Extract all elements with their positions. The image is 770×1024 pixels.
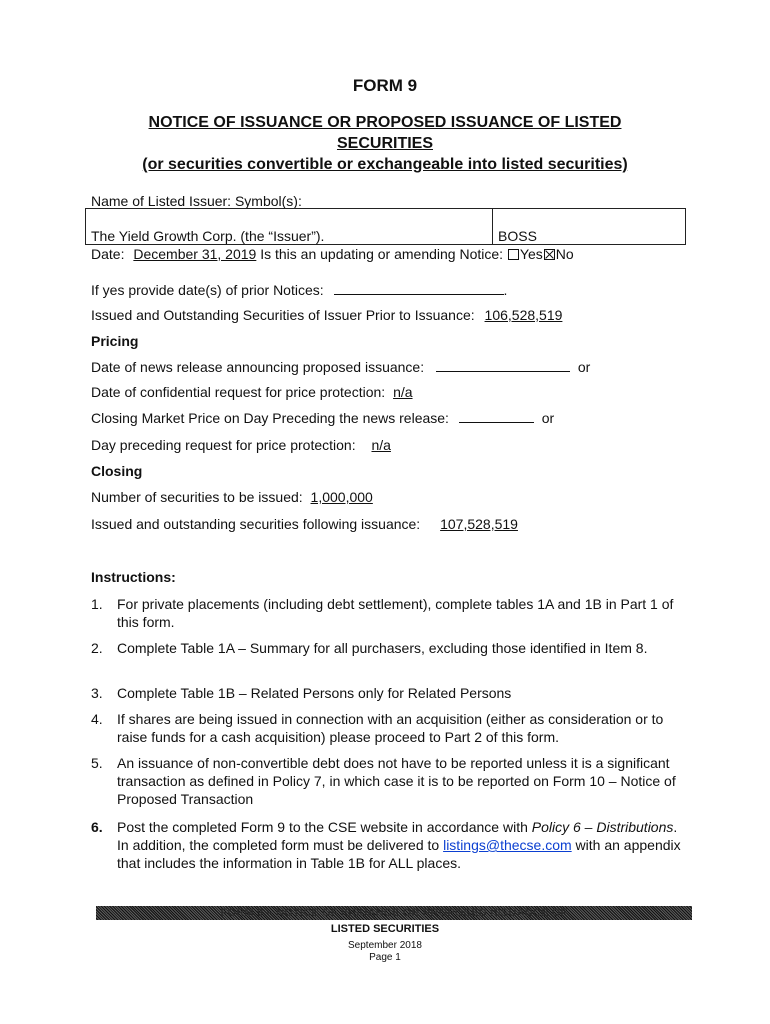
yes-checkbox[interactable] [508, 249, 519, 260]
policy-reference: Policy 6 – Distributions [531, 819, 674, 835]
date-row [91, 246, 574, 263]
prior-notices-suffix: . [503, 282, 508, 298]
outstanding-after-label: Issued and outstanding securities following issuance: [91, 516, 421, 532]
heading-line-3: (or securities convertible or exchangeable into listed securities) [142, 156, 628, 173]
instruction-item [91, 684, 691, 704]
symbol-value: BOSS [498, 228, 537, 244]
instruction-number: 2. [91, 640, 103, 656]
outstanding-prior-label: Issued and Outstanding Securities of Issuer Prior to Issuance: [91, 307, 475, 323]
num-securities-value: 1,000,000 [310, 489, 373, 505]
footer-bar [96, 906, 692, 920]
email-link[interactable]: listings@thecse.com [443, 837, 572, 853]
closing-price-field[interactable] [459, 410, 534, 423]
heading-line-1: NOTICE OF ISSUANCE OR PROPOSED ISSUANCE OF LISTED [148, 114, 622, 131]
num-securities-label: Number of securities to be issued: [91, 489, 303, 505]
news-release-row [91, 359, 590, 376]
instructions-heading: Instructions: [91, 569, 176, 585]
outstanding-after-row [91, 516, 528, 533]
no-label: No [555, 246, 574, 262]
instruction-text-part: with an appendix that includes the information in Table 1B for ALL places. [117, 837, 681, 871]
prior-notices-row [91, 282, 507, 299]
news-release-field[interactable] [436, 359, 570, 372]
prior-notices-label: If yes provide date(s) of prior Notices: [91, 282, 324, 298]
heading-line-2: SECURITIES [336, 135, 433, 152]
instruction-text-part: Post the completed Form 9 to the CSE website in accordance with [117, 819, 532, 835]
instruction-item [91, 595, 691, 635]
day-preceding-row [91, 437, 475, 454]
closing-heading: Closing [91, 463, 143, 479]
instruction-text: If shares are being issued in connection with an acquisition (either as consideration or to raise funds for a cash acquisition) please proceed to Part 2 of this form. [117, 711, 664, 745]
issuer-name: The Yield Growth Corp. (the “Issuer”). [91, 228, 325, 244]
instruction-text: Complete Table 1B – Related Persons only for Related Persons [117, 685, 512, 701]
instruction-item [91, 754, 691, 812]
day-preceding-label: Day preceding request for price protection: [91, 437, 356, 453]
outstanding-after-value: 107,528,519 [440, 516, 518, 532]
instruction-item-6 [91, 818, 691, 894]
instruction-item [91, 710, 691, 750]
instruction-number: 5. [91, 755, 103, 771]
confidential-row [91, 384, 452, 401]
issuer-label: Name of Listed Issuer: Symbol(s): [91, 193, 302, 209]
form-title: FORM 9 [352, 76, 418, 95]
day-preceding-value[interactable]: n/a [371, 437, 391, 453]
issuer-box-divider [492, 209, 493, 245]
amending-label: Is this an updating or amending Notice: [260, 246, 504, 262]
instruction-number: 4. [91, 711, 103, 727]
closing-price-row [91, 410, 554, 427]
instruction-text [117, 818, 685, 872]
footer-bar-text: FORM 9 – NOTICE OF ISSUANCE OR PROPOSED ISSUANCE OF [220, 907, 568, 919]
instruction-item [91, 639, 691, 679]
confidential-label: Date of confidential request for price protection: [91, 384, 386, 400]
date-label: Date: [91, 246, 125, 262]
confidential-value[interactable]: n/a [393, 384, 413, 400]
instruction-text-part: . In addition, the completed form must be delivered to [117, 819, 678, 853]
prior-notices-field[interactable] [334, 282, 504, 295]
news-release-suffix: or [577, 359, 591, 375]
instruction-text: An issuance of non-convertible debt does not have to be reported unless it is a significant transaction as defined in Policy 7, in which case it is to be reported on Form 10 – Notice of Proposed Transaction [117, 755, 676, 807]
closing-price-label: Closing Market Price on Day Preceding the news release: [91, 410, 449, 426]
outstanding-prior-row [91, 307, 562, 324]
instruction-number: 6. [91, 819, 103, 835]
closing-price-suffix: or [541, 410, 555, 426]
yes-label: Yes [519, 246, 543, 262]
outstanding-prior-value: 106,528,519 [484, 307, 563, 323]
no-checkbox[interactable] [544, 249, 555, 260]
date-value: December 31, 2019 [133, 246, 257, 262]
footer-date: September 2018 [348, 940, 422, 951]
instruction-number: 3. [91, 685, 103, 701]
news-release-label: Date of news release announcing proposed issuance: [91, 359, 425, 375]
footer-title: LISTED SECURITIES [330, 923, 440, 935]
instruction-text: For private placements (including debt settlement), complete tables 1A and 1B in Part 1 of this form. [117, 596, 674, 630]
pricing-heading: Pricing [91, 333, 139, 349]
instruction-text: Complete Table 1A – Summary for all purchasers, excluding those identified in Item 8. [117, 640, 648, 656]
instruction-number: 1. [91, 596, 103, 612]
num-securities-row [91, 489, 403, 506]
page-number: Page 1 [369, 952, 401, 963]
